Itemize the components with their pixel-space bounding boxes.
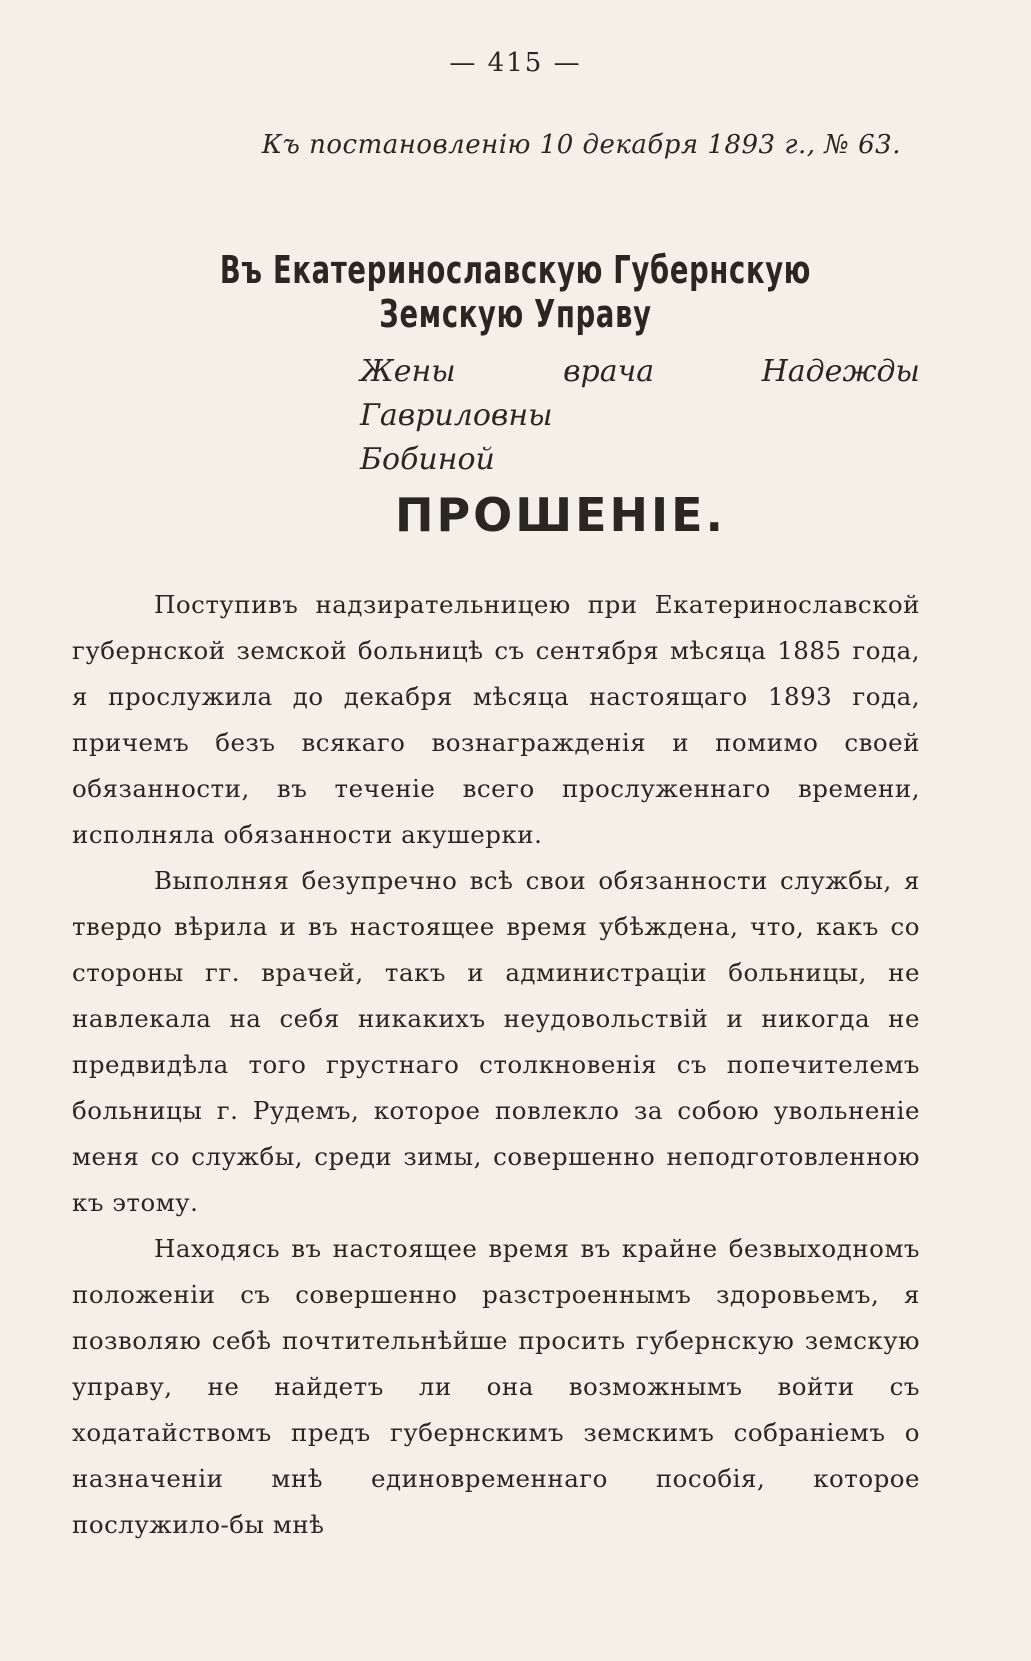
addressee-heading: Въ Екатеринославскую Губернскую Земскую Управу	[219, 248, 812, 336]
page-number: — 415 —	[449, 48, 582, 78]
resolution-reference: Къ постановленію 10 декабря 1893 г., № 63.	[261, 130, 901, 160]
body-text	[72, 582, 920, 1548]
document-title: ПРОШЕНІЕ.	[394, 488, 727, 542]
paragraph-1: Поступивъ надзирательницею при Екатеринославской губернской земской больницѣ съ сентября мѣсяца 1885 года, я прослужила до декабря мѣсяца настоящаго 1893 года, причемъ безъ всякаго вознагражденія и помимо своей обязанности, въ теченіе всего прослуженнаго времени, исполняла обязанности акушерки.	[72, 590, 920, 849]
petitioner-name-line1: Жены врача Надежды Гавриловны	[360, 354, 920, 433]
paragraph-3: Находясь въ настоящее время въ крайне безвыходномъ положеніи съ совершенно разстроеннымъ здоровьемъ, я позволяю себѣ почтительнѣйше просить губернскую земскую управу, не найдетъ ли она возможнымъ войти съ ходатайствомъ предъ губернскимъ земскимъ собраніемъ о назначеніи мнѣ единовременнаго пособія, которое послужило-бы мнѣ	[72, 1234, 920, 1539]
petitioner-block	[360, 350, 920, 482]
petitioner-name-line2: Бобиной	[360, 442, 495, 477]
paragraph-2: Выполняя безупречно всѣ свои обязанности службы, я твердо вѣрила и въ настоящее время убѣждена, что, какъ со стороны гг. врачей, такъ и администраціи больницы, не навлекала на себя никакихъ неудовольствій и никогда не предвидѣла того грустнаго столкновенія съ попечителемъ больницы г. Рудемъ, которое повлекло за собою увольненіе меня со службы, среди зимы, совершенно неподготовленною къ этому.	[72, 866, 920, 1217]
